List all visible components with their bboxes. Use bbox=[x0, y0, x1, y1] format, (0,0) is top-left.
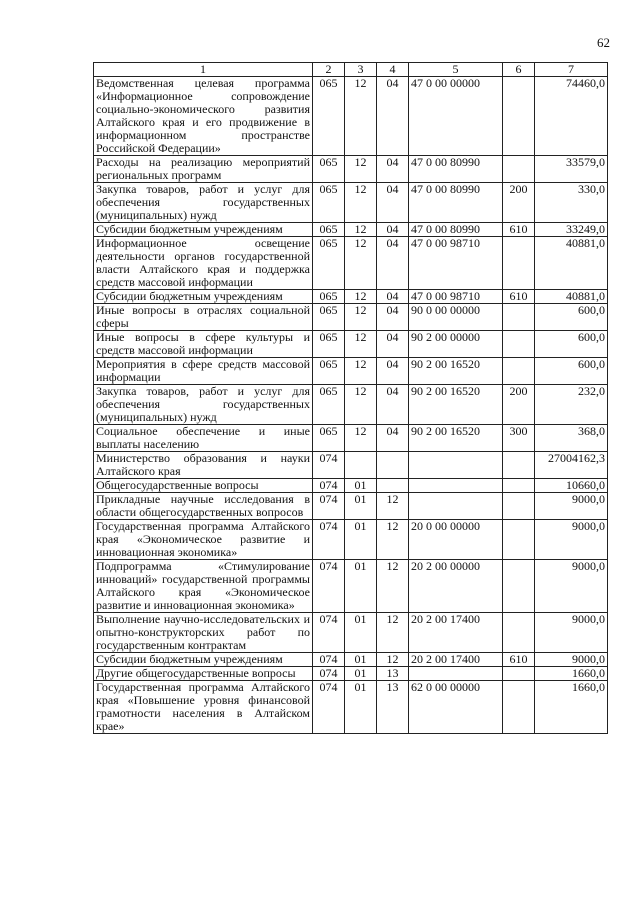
subsection-code-cell: 04 bbox=[377, 304, 409, 331]
subsection-code-cell: 04 bbox=[377, 331, 409, 358]
amount-cell: 9000,0 bbox=[535, 653, 608, 667]
target-article-cell: 90 2 00 00000 bbox=[409, 331, 503, 358]
section-code-cell: 12 bbox=[345, 425, 377, 452]
expense-type-cell bbox=[503, 304, 535, 331]
ministry-code-cell: 074 bbox=[313, 653, 345, 667]
ministry-code-cell: 065 bbox=[313, 77, 345, 156]
column-header: 1 bbox=[94, 63, 313, 77]
ministry-code-cell: 065 bbox=[313, 237, 345, 290]
table-header-row bbox=[94, 63, 608, 77]
ministry-code-cell: 074 bbox=[313, 613, 345, 653]
ministry-code-cell: 065 bbox=[313, 331, 345, 358]
subsection-code-cell: 12 bbox=[377, 560, 409, 613]
target-article-cell: 20 0 00 00000 bbox=[409, 520, 503, 560]
expense-type-cell bbox=[503, 493, 535, 520]
expense-type-cell: 200 bbox=[503, 385, 535, 425]
row-name-cell: Иные вопросы в сфере культуры и средств массовой информации bbox=[94, 331, 313, 358]
row-name-cell: Расходы на реализацию мероприятий региональных программ bbox=[94, 156, 313, 183]
ministry-code-cell: 074 bbox=[313, 452, 345, 479]
table-row bbox=[94, 479, 608, 493]
subsection-code-cell: 13 bbox=[377, 667, 409, 681]
subsection-code-cell: 04 bbox=[377, 77, 409, 156]
ministry-code-cell: 074 bbox=[313, 667, 345, 681]
ministry-code-cell: 074 bbox=[313, 681, 345, 734]
row-name-cell: Общегосударственные вопросы bbox=[94, 479, 313, 493]
ministry-code-cell: 065 bbox=[313, 358, 345, 385]
amount-cell: 9000,0 bbox=[535, 560, 608, 613]
section-code-cell: 01 bbox=[345, 613, 377, 653]
target-article-cell: 20 2 00 17400 bbox=[409, 613, 503, 653]
expense-type-cell: 610 bbox=[503, 290, 535, 304]
amount-cell: 600,0 bbox=[535, 358, 608, 385]
amount-cell: 1660,0 bbox=[535, 681, 608, 734]
subsection-code-cell bbox=[377, 479, 409, 493]
amount-cell: 1660,0 bbox=[535, 667, 608, 681]
target-article-cell: 47 0 00 80990 bbox=[409, 156, 503, 183]
ministry-code-cell: 065 bbox=[313, 304, 345, 331]
section-code-cell: 12 bbox=[345, 77, 377, 156]
row-name-cell: Субсидии бюджетным учреждениям bbox=[94, 223, 313, 237]
row-name-cell: Иные вопросы в отраслях социальной сферы bbox=[94, 304, 313, 331]
table-row bbox=[94, 520, 608, 560]
section-code-cell: 12 bbox=[345, 223, 377, 237]
section-code-cell: 12 bbox=[345, 156, 377, 183]
section-code-cell: 01 bbox=[345, 681, 377, 734]
subsection-code-cell: 12 bbox=[377, 613, 409, 653]
ministry-code-cell: 074 bbox=[313, 520, 345, 560]
expense-type-cell: 300 bbox=[503, 425, 535, 452]
expense-type-cell bbox=[503, 613, 535, 653]
section-code-cell: 12 bbox=[345, 331, 377, 358]
amount-cell: 600,0 bbox=[535, 304, 608, 331]
section-code-cell: 01 bbox=[345, 560, 377, 613]
expense-type-cell: 610 bbox=[503, 653, 535, 667]
row-name-cell: Закупка товаров, работ и услуг для обеспечения государственных (муниципальных) нужд bbox=[94, 183, 313, 223]
expense-type-cell bbox=[503, 560, 535, 613]
amount-cell: 40881,0 bbox=[535, 237, 608, 290]
expense-type-cell bbox=[503, 358, 535, 385]
table-row bbox=[94, 493, 608, 520]
table-row bbox=[94, 653, 608, 667]
row-name-cell: Подпрограмма «Стимулирование инноваций» государственной программы Алтайского края «Экономическое развитие и инновационная экономика» bbox=[94, 560, 313, 613]
table-row bbox=[94, 156, 608, 183]
subsection-code-cell: 04 bbox=[377, 425, 409, 452]
section-code-cell: 12 bbox=[345, 290, 377, 304]
subsection-code-cell: 12 bbox=[377, 520, 409, 560]
subsection-code-cell: 04 bbox=[377, 223, 409, 237]
row-name-cell: Другие общегосударственные вопросы bbox=[94, 667, 313, 681]
table-row bbox=[94, 331, 608, 358]
section-code-cell: 12 bbox=[345, 358, 377, 385]
section-code-cell bbox=[345, 452, 377, 479]
amount-cell: 33249,0 bbox=[535, 223, 608, 237]
target-article-cell: 90 2 00 16520 bbox=[409, 358, 503, 385]
table-row bbox=[94, 304, 608, 331]
section-code-cell: 12 bbox=[345, 237, 377, 290]
section-code-cell: 12 bbox=[345, 385, 377, 425]
target-article-cell: 47 0 00 00000 bbox=[409, 77, 503, 156]
subsection-code-cell: 04 bbox=[377, 358, 409, 385]
section-code-cell: 01 bbox=[345, 479, 377, 493]
row-name-cell: Прикладные научные исследования в области общегосударственных вопросов bbox=[94, 493, 313, 520]
target-article-cell: 90 0 00 00000 bbox=[409, 304, 503, 331]
target-article-cell bbox=[409, 667, 503, 681]
table-row bbox=[94, 452, 608, 479]
amount-cell: 368,0 bbox=[535, 425, 608, 452]
ministry-code-cell: 074 bbox=[313, 560, 345, 613]
target-article-cell: 20 2 00 17400 bbox=[409, 653, 503, 667]
page-number: 62 bbox=[597, 35, 610, 50]
target-article-cell: 47 0 00 98710 bbox=[409, 290, 503, 304]
row-name-cell: Закупка товаров, работ и услуг для обеспечения государственных (муниципальных) нужд bbox=[94, 385, 313, 425]
target-article-cell bbox=[409, 493, 503, 520]
ministry-code-cell: 065 bbox=[313, 156, 345, 183]
ministry-code-cell: 065 bbox=[313, 425, 345, 452]
subsection-code-cell: 13 bbox=[377, 681, 409, 734]
amount-cell: 33579,0 bbox=[535, 156, 608, 183]
budget-table bbox=[93, 62, 608, 734]
table-row bbox=[94, 290, 608, 304]
expense-type-cell bbox=[503, 452, 535, 479]
target-article-cell: 90 2 00 16520 bbox=[409, 385, 503, 425]
column-header: 2 bbox=[313, 63, 345, 77]
table-row bbox=[94, 183, 608, 223]
target-article-cell: 20 2 00 00000 bbox=[409, 560, 503, 613]
amount-cell: 74460,0 bbox=[535, 77, 608, 156]
ministry-code-cell: 065 bbox=[313, 290, 345, 304]
table-row bbox=[94, 560, 608, 613]
expense-type-cell bbox=[503, 520, 535, 560]
row-name-cell: Государственная программа Алтайского края «Повышение уровня финансовой грамотности населения в Алтайском крае» bbox=[94, 681, 313, 734]
subsection-code-cell: 12 bbox=[377, 493, 409, 520]
target-article-cell: 47 0 00 80990 bbox=[409, 223, 503, 237]
amount-cell: 600,0 bbox=[535, 331, 608, 358]
expense-type-cell bbox=[503, 237, 535, 290]
expense-type-cell bbox=[503, 77, 535, 156]
table-row bbox=[94, 385, 608, 425]
table-row bbox=[94, 681, 608, 734]
row-name-cell: Государственная программа Алтайского края «Экономическое развитие и инновационная экономика» bbox=[94, 520, 313, 560]
section-code-cell: 01 bbox=[345, 667, 377, 681]
row-name-cell: Субсидии бюджетным учреждениям bbox=[94, 290, 313, 304]
column-header: 5 bbox=[409, 63, 503, 77]
expense-type-cell: 200 bbox=[503, 183, 535, 223]
target-article-cell: 90 2 00 16520 bbox=[409, 425, 503, 452]
amount-cell: 27004162,3 bbox=[535, 452, 608, 479]
expense-type-cell bbox=[503, 667, 535, 681]
row-name-cell: Социальное обеспечение и иные выплаты населению bbox=[94, 425, 313, 452]
table-row bbox=[94, 358, 608, 385]
section-code-cell: 01 bbox=[345, 653, 377, 667]
amount-cell: 9000,0 bbox=[535, 613, 608, 653]
subsection-code-cell: 04 bbox=[377, 156, 409, 183]
expense-type-cell bbox=[503, 681, 535, 734]
table-row bbox=[94, 613, 608, 653]
section-code-cell: 01 bbox=[345, 520, 377, 560]
table-row bbox=[94, 667, 608, 681]
section-code-cell: 01 bbox=[345, 493, 377, 520]
table-row bbox=[94, 223, 608, 237]
row-name-cell: Ведомственная целевая программа «Информационное сопровождение социально-экономического развития Алтайского края и его продвижение в информационном пространстве Российской Федерации» bbox=[94, 77, 313, 156]
expense-type-cell bbox=[503, 156, 535, 183]
table-row bbox=[94, 425, 608, 452]
section-code-cell: 12 bbox=[345, 183, 377, 223]
section-code-cell: 12 bbox=[345, 304, 377, 331]
amount-cell: 40881,0 bbox=[535, 290, 608, 304]
column-header: 3 bbox=[345, 63, 377, 77]
subsection-code-cell: 12 bbox=[377, 653, 409, 667]
table-row bbox=[94, 77, 608, 156]
row-name-cell: Мероприятия в сфере средств массовой информации bbox=[94, 358, 313, 385]
row-name-cell: Субсидии бюджетным учреждениям bbox=[94, 653, 313, 667]
table-row bbox=[94, 237, 608, 290]
row-name-cell: Информационное освещение деятельности органов государственной власти Алтайского края и поддержка средств массовой информации bbox=[94, 237, 313, 290]
subsection-code-cell: 04 bbox=[377, 183, 409, 223]
target-article-cell: 47 0 00 98710 bbox=[409, 237, 503, 290]
column-header: 6 bbox=[503, 63, 535, 77]
target-article-cell: 47 0 00 80990 bbox=[409, 183, 503, 223]
expense-type-cell: 610 bbox=[503, 223, 535, 237]
target-article-cell: 62 0 00 00000 bbox=[409, 681, 503, 734]
column-header: 4 bbox=[377, 63, 409, 77]
target-article-cell bbox=[409, 452, 503, 479]
row-name-cell: Министерство образования и науки Алтайского края bbox=[94, 452, 313, 479]
ministry-code-cell: 074 bbox=[313, 493, 345, 520]
amount-cell: 10660,0 bbox=[535, 479, 608, 493]
expense-type-cell bbox=[503, 331, 535, 358]
row-name-cell: Выполнение научно-исследовательских и опытно-конструкторских работ по государственным контрактам bbox=[94, 613, 313, 653]
ministry-code-cell: 065 bbox=[313, 183, 345, 223]
subsection-code-cell: 04 bbox=[377, 385, 409, 425]
target-article-cell bbox=[409, 479, 503, 493]
subsection-code-cell: 04 bbox=[377, 237, 409, 290]
expense-type-cell bbox=[503, 479, 535, 493]
amount-cell: 232,0 bbox=[535, 385, 608, 425]
subsection-code-cell: 04 bbox=[377, 290, 409, 304]
ministry-code-cell: 065 bbox=[313, 385, 345, 425]
ministry-code-cell: 065 bbox=[313, 223, 345, 237]
amount-cell: 9000,0 bbox=[535, 520, 608, 560]
amount-cell: 330,0 bbox=[535, 183, 608, 223]
column-header: 7 bbox=[535, 63, 608, 77]
ministry-code-cell: 074 bbox=[313, 479, 345, 493]
subsection-code-cell bbox=[377, 452, 409, 479]
table-body bbox=[94, 77, 608, 734]
amount-cell: 9000,0 bbox=[535, 493, 608, 520]
